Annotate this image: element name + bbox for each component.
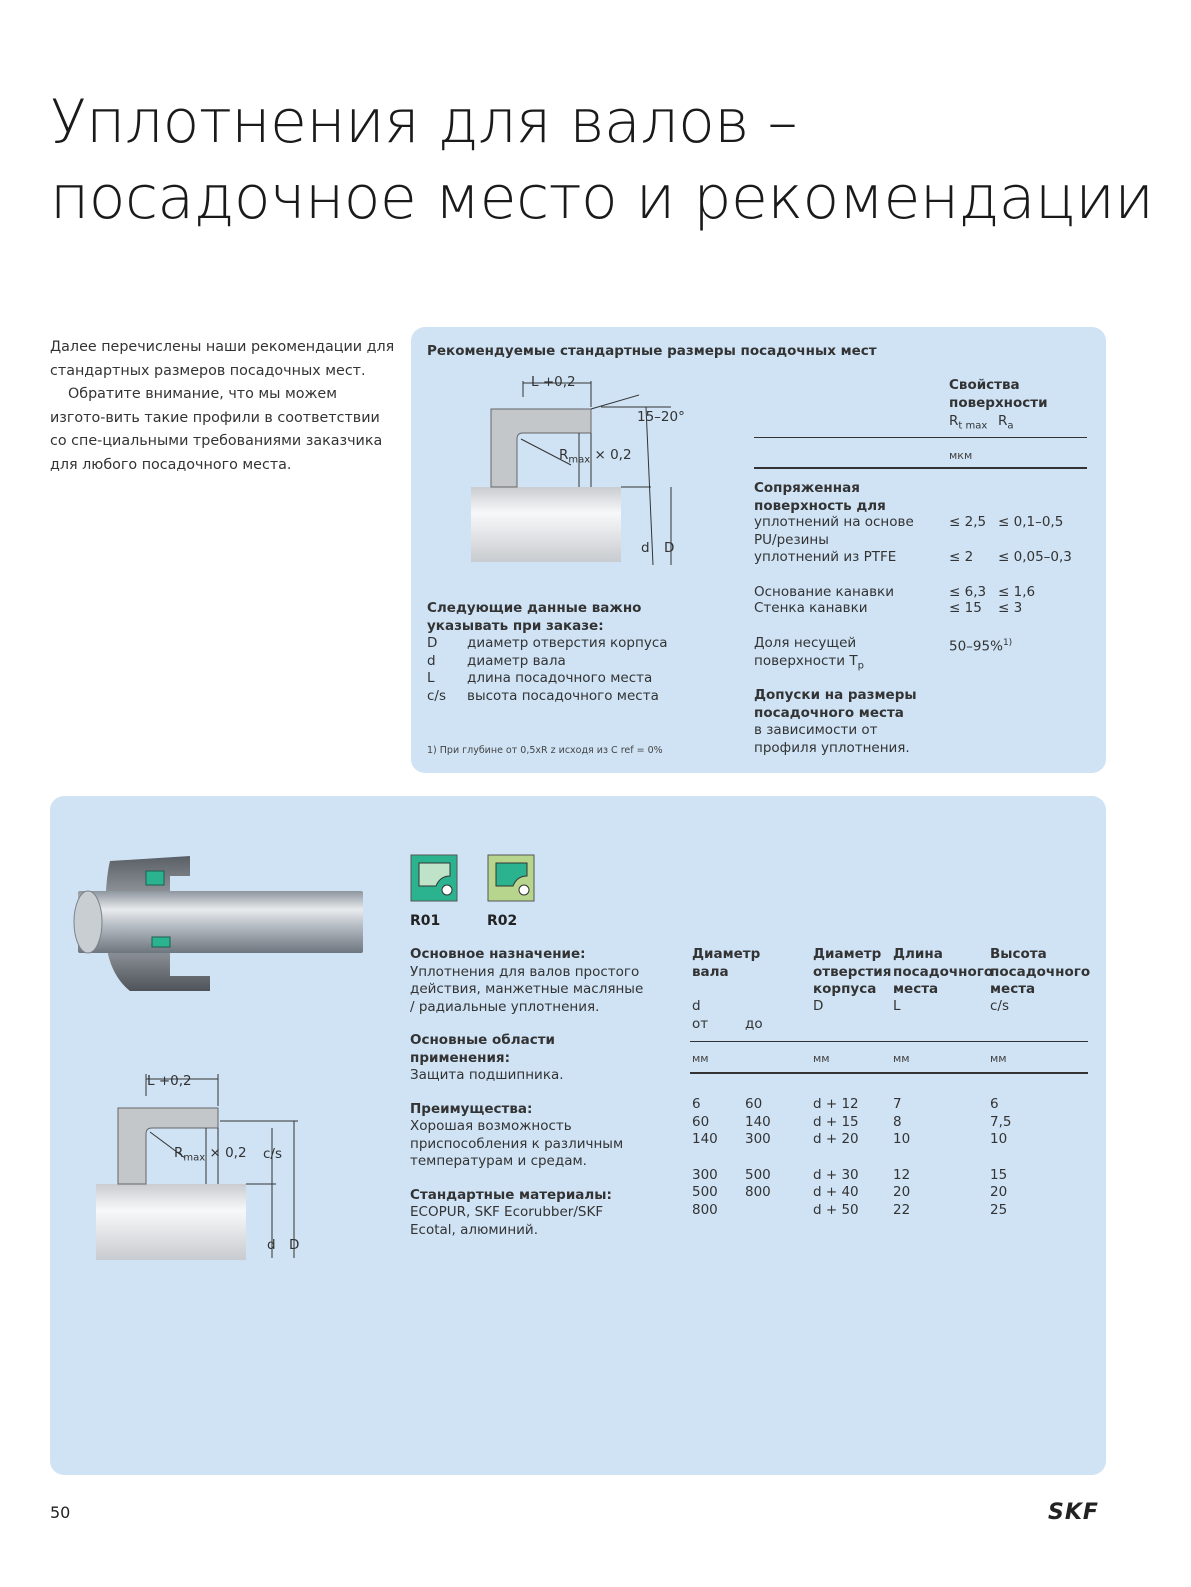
order-desc: высота посадочного места [467,687,659,704]
seal-green-top [146,871,164,885]
r-symbol: R [174,1145,184,1161]
page-number: 50 [50,1503,71,1522]
th-height-symbol: c/s [990,998,1010,1014]
cell-from: 300 [692,1166,718,1183]
cell-length: 12 [893,1166,911,1183]
shaft-shape [96,1184,246,1260]
shaft-shape [78,891,363,953]
table-row [692,1131,1011,1149]
table-row [692,1202,1011,1220]
cell-bore: d + 12 [813,1096,859,1112]
cell-length: 10 [893,1131,911,1147]
section-title: Основные области применения: [410,1032,555,1066]
unit-length: мм [893,1052,910,1065]
th-from: от [692,1016,709,1032]
ra-symbol: R [998,413,1008,429]
tolerance-title: Допуски на размеры посадочного места [754,687,917,721]
skf-logo: SKF [1048,1500,1099,1525]
cell-length: 7 [893,1096,902,1112]
profile-r02-label: R02 [487,913,518,929]
profile-r01-icon [410,854,458,902]
section-advantages [410,1101,650,1171]
footnote: 1) При глубине от 0,5xR z исходя из C ref = 0% [427,745,663,756]
cell-from: 60 [692,1113,710,1130]
cell-bore: d + 15 [813,1113,859,1130]
groove-base-label: Основание канавки [754,584,894,600]
cell-height: 6 [990,1096,999,1112]
section-applications [410,1032,650,1085]
table-spacer [692,1149,1011,1167]
cell-from: 6 [692,1096,701,1112]
order-code: L [427,670,435,686]
cell-from: 140 [692,1131,718,1147]
surface-col1 [949,413,987,435]
cell-from: 500 [692,1184,718,1200]
r-suffix: × 0,2 [209,1145,247,1161]
section-text: Хорошая возможность приспособления к различным температурам и средам. [410,1118,624,1169]
r-subscript: max [183,1152,206,1164]
recommended-sizes-panel [411,327,1106,773]
order-item [427,653,727,671]
surface-unit: мкм [949,449,973,462]
diagram-r-label [559,447,632,469]
order-code: c/s [427,687,447,704]
diagram2-D-label: D [289,1237,300,1253]
diagram-angle-label: 15–20° [637,409,685,425]
page-title [50,84,1154,236]
r-subscript: max [568,454,591,466]
diagram-d-label: d [641,540,650,556]
th-height: Высота посадочного места [990,946,1091,997]
surface-header: Свойства поверхности [949,377,1048,411]
groove-base-v2: ≤ 1,6 [998,584,1036,600]
mating-title: Сопряженная поверхность для [754,480,886,514]
mating-row-label: уплотнений из PTFE [754,549,897,565]
rt-subscript: t max [958,420,988,432]
table-rule [690,1041,1088,1042]
section-title: Преимущества: [410,1100,533,1117]
r-symbol: R [559,447,569,463]
order-desc: диаметр отверстия корпуса [467,635,668,651]
cell-to: 300 [745,1131,771,1147]
groove-base-v1: ≤ 6,3 [949,584,987,600]
th-bore-symbol: D [813,998,824,1014]
surface-col2 [998,413,1014,435]
tolerance-text: в зависимости от профиля уплотнения. [754,722,910,756]
mating-row-label: уплотнений на основе PU/резины [754,514,914,548]
cell-length: 8 [893,1113,902,1130]
th-shaft: Диаметр вала [692,946,761,980]
order-item [427,635,727,653]
cell-bore: d + 30 [813,1166,859,1183]
cell-to: 60 [745,1096,763,1112]
description-sections [410,946,650,1239]
intro-text [50,336,395,477]
groove-wall-label: Стенка канавки [754,600,868,616]
table-row [692,1096,1011,1114]
th-length: Длина посадочного места [893,946,994,997]
seal-3d-illustration [70,851,370,996]
diagram-l-label: L +0,2 [531,374,576,390]
ra-subscript: a [1007,420,1014,432]
diagram2-d-label: d [267,1237,276,1253]
cell-to: 140 [745,1113,771,1130]
cell-height: 20 [990,1184,1008,1200]
diagram2-r-label [174,1145,247,1167]
cell-bore: d + 40 [813,1184,859,1200]
table-rule [754,437,1087,438]
r-suffix: × 0,2 [594,447,632,463]
unit-bore: мм [813,1052,830,1065]
title-line-2: посадочное место и рекомендации [50,163,1154,233]
cell-from: 800 [692,1201,718,1218]
unit-height: мм [990,1052,1007,1065]
section-text: ECOPUR, SKF Ecorubber/SKF Ecotal, алюминий. [410,1204,604,1238]
th-bore: Диаметр отверстия корпуса [813,946,892,997]
order-item [427,670,727,688]
bearing-value-text: 50–95% [949,638,1003,655]
cell-length: 22 [893,1201,911,1218]
order-item [427,688,727,706]
table-row [692,1167,1011,1185]
groove-wall-v1: ≤ 15 [949,600,982,616]
bearing-footnote-mark: 1) [1002,638,1013,648]
profile-r02-icon [487,854,535,902]
cell-height: 7,5 [990,1113,1012,1130]
order-desc: диаметр вала [467,652,566,669]
bearing-subscript: p [857,660,864,672]
cell-length: 20 [893,1184,911,1200]
r01-r02-panel [50,796,1106,1475]
cell-to [745,1202,813,1220]
bearing-value [949,635,1012,656]
bearing-text: Доля несущей поверхности T [754,635,858,669]
intro-paragraph-1: Далее перечислены наши рекомендации для стандартных размеров посадочных мест. [50,339,395,379]
title-line-1: Уплотнения для валов – [50,87,798,157]
dimension-table [692,1096,1011,1219]
section-purpose [410,946,650,1016]
groove-wall-v2: ≤ 3 [998,600,1023,616]
shaft-end-shape [74,891,102,953]
table-rule [754,467,1087,469]
th-length-symbol: L [893,998,901,1014]
rt-symbol: R [949,413,959,429]
bearing-label [754,635,874,675]
cell-bore: d + 20 [813,1131,859,1147]
section-text: Уплотнения для валов простого действия, манжетные масляные / радиальные уплотнения. [410,963,644,1015]
mating-row-v2: ≤ 0,1–0,5 [998,514,1064,530]
cell-height: 15 [990,1166,1008,1183]
mating-row-v1: ≤ 2 [949,549,974,565]
section-title: Основное назначение: [410,946,586,962]
panel-title: Рекомендуемые стандартные размеры посадочных мест [427,343,877,359]
section-title: Стандартные материалы: [410,1186,612,1203]
order-title: Следующие данные важно указывать при заказе: [427,600,642,634]
cell-to: 800 [745,1184,771,1200]
section-materials [410,1187,650,1240]
order-desc: длина посадочного места [467,670,653,686]
th-shaft-symbol: d [692,998,701,1014]
table-row [692,1184,1011,1202]
diagram2-l-label: L +0,2 [147,1073,192,1089]
profile-r01-label: R01 [410,913,441,929]
order-code: d [427,652,436,669]
table-row [692,1114,1011,1132]
order-code: D [427,635,438,651]
shaft-shape [471,487,621,562]
cell-height: 25 [990,1201,1008,1218]
diagram2-cs-label: c/s [263,1146,283,1162]
th-to: до [745,1016,763,1032]
order-list [427,635,727,705]
cell-bore: d + 50 [813,1201,859,1218]
table-rule [690,1072,1088,1074]
intro-paragraph-2: Обратите внимание, что мы можем изгото-вить такие профили в соответствии со спе-циальными требованиями заказчика для любого посадочного места. [50,386,383,473]
cell-to: 500 [745,1166,771,1183]
diagram-D-label: D [664,540,675,556]
section-text: Защита подшипника. [410,1067,564,1083]
seal-green-bottom [152,937,170,947]
mating-row-v2: ≤ 0,05–0,3 [998,549,1072,565]
cell-height: 10 [990,1131,1008,1147]
unit-shaft: мм [692,1052,709,1065]
mating-row-v1: ≤ 2,5 [949,514,987,530]
